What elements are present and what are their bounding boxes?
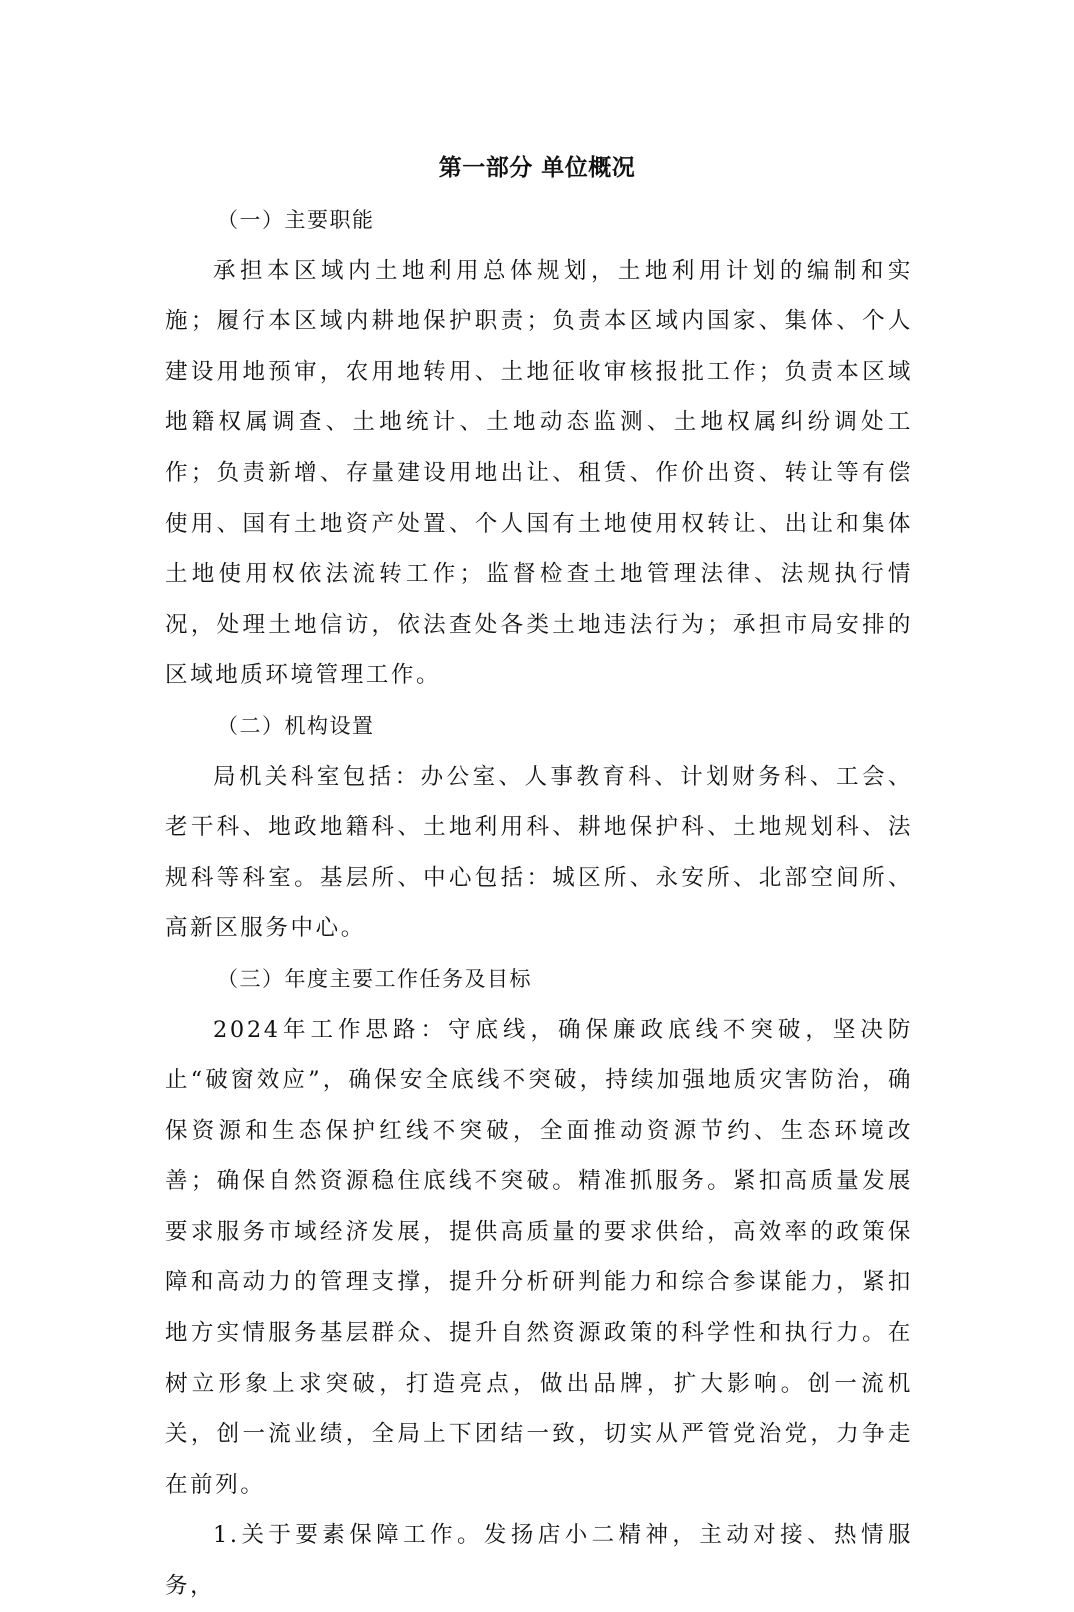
section-heading-organization: （二）机构设置 xyxy=(217,713,375,738)
paragraph-organization: 局机关科室包括：办公室、人事教育科、计划财务科、工会、老干科、地政地籍科、土地利用科、耕地保护科、土地规划科、法规科等科室。基层所、中心包括：城区所、永安所、北部空间所、高新区服务中心。 xyxy=(165,763,913,942)
paragraph-work-ideas: 2024年工作思路：守底线，确保廉政底线不突破，坚决防止“破窗效应”，确保安全底线不突破，持续加强地质灾害防治，确保资源和生态保护红线不突破，全面推动资源节约、生态环境改善；确保自然资源稳住底线不突破。精准抓服务。紧扣高质量发展要求服务市域经济发展，提供高质量的要求供给，高效率的政策保障和高动力的管理支撑，提升分析研判能力和综合参谋能力，紧扣地方实情服务基层群众、提升自然资源政策的科学性和执行力。在树立形象上求突破，打造亮点，做出品牌，扩大影响。创一流机关，创一流业绩，全局上下团结一致，切实从严管党治党，力争走在前列。 xyxy=(165,1016,913,1498)
page-title: 第一部分 单位概况 xyxy=(438,155,636,181)
document-body xyxy=(165,195,913,1612)
section-heading-annual-tasks: （三）年度主要工作任务及目标 xyxy=(217,966,532,991)
paragraph-factor-guarantee: 1.关于要素保障工作。发扬店小二精神，主动对接、热情服务， xyxy=(165,1522,913,1600)
section-heading-functions: （一）主要职能 xyxy=(217,208,375,232)
paragraph-functions: 承担本区域内土地利用总体规划，土地利用计划的编制和实施；履行本区域内耕地保护职责；负责本区域内国家、集体、个人建设用地预审，农用地转用、土地征收审核报批工作；负责本区域地籍权属调查、土地统计、土地动态监测、土地权属纠纷调处工作；负责新增、存量建设用地出让、租赁、作价出资、转让等有偿使用、国有土地资产处置、个人国有土地使用权转让、出让和集体土地使用权依法流转工作；监督检查土地管理法律、法规执行情况，处理土地信访，依法查处各类土地违法行为；承担市局安排的区域地质环境管理工作。 xyxy=(165,257,913,689)
